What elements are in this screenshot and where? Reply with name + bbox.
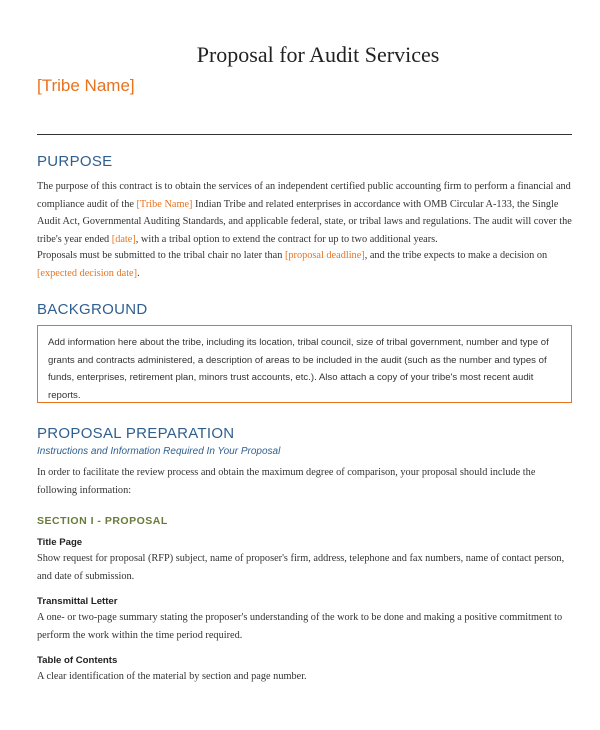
tribe-name-placeholder: [Tribe Name] (37, 76, 135, 95)
proposal-deadline-placeholder: [proposal deadline] (284, 250, 365, 261)
transmittal-letter-heading: Transmittal Letter (37, 596, 118, 607)
purpose-heading: PURPOSE (37, 153, 113, 170)
table-of-contents-text: A clear identification of the material by section and page number. (37, 671, 307, 682)
title-page-text: Show request for proposal (RFP) subject, name of proposer's firm, address, telephone and fax numbers, name of contact person, and date of submission. (37, 553, 565, 582)
header-divider (37, 134, 572, 135)
purpose-p1-text-a: The purpose of this contract is to obtain the services of an independent certified public accounting firm to perform a financial and compliance audit of the (37, 181, 571, 210)
decision-date-placeholder: [expected decision date] (37, 267, 138, 279)
purpose-p2-text-a: Proposals must be submitted to the tribal chair no later than (37, 250, 285, 261)
background-info-box: Add information here about the tribe, including its location, tribal council, size of tribal government, number and type of grants and contracts administered, a description of areas to be included in the audit (such as the number and types of funds, enterprises, retirement plan, minors trust accounts, etc.). Also attach a copy of your tribe's most recent audit reports. (37, 325, 572, 403)
transmittal-letter-text: A one- or two-page summary stating the proposer's understanding of the work to be done and making a positive commitment to perform the work within the time period required. (37, 612, 563, 641)
background-heading: BACKGROUND (37, 301, 148, 318)
proposal-preparation-subheading: Instructions and Information Required In Your Proposal (37, 446, 281, 457)
purpose-p2-text-b: , and the tribe expects to make a decision on (364, 250, 548, 261)
section-1-heading: SECTION I - PROPOSAL (37, 515, 168, 527)
proposal-preparation-heading: PROPOSAL PREPARATION (37, 425, 235, 442)
tribe-name-inline: [Tribe Name] (136, 198, 193, 210)
purpose-paragraph-1 (37, 178, 577, 248)
table-of-contents-heading: Table of Contents (37, 655, 118, 666)
purpose-paragraph-2 (37, 247, 577, 282)
purpose-p1-text-b: Indian Tribe and related enterprises in accordance with OMB Circular A-133, the Single Audit Act, Governmental Auditing Standards, and applicable federal, state, or tribal laws and regulations. The audit will cover the tribe's year ended (37, 198, 572, 245)
proposal-preparation-intro: In order to facilitate the review process and obtain the maximum degree of comparison, your proposal should include the following information: (37, 467, 536, 496)
purpose-p2-text-c: . (137, 267, 140, 279)
date-placeholder: [date] (111, 233, 136, 245)
document-title: Proposal for Audit Services (196, 42, 440, 67)
purpose-p1-text-c: , with a tribal option to extend the contract for up to two additional years. (135, 233, 438, 245)
title-page-heading: Title Page (37, 537, 83, 548)
